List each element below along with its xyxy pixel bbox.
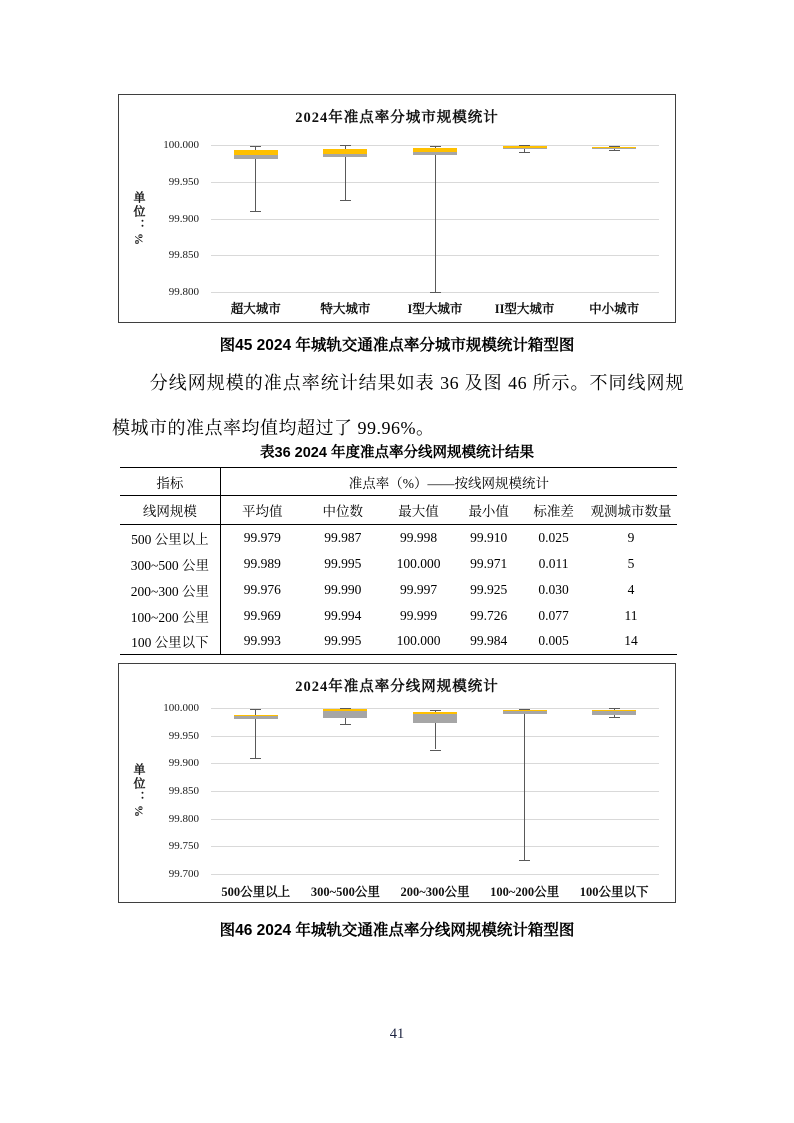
cell-value: 99.999: [399, 607, 438, 623]
cell-value: 99.997: [399, 581, 438, 597]
row-label: 500 公里以上: [120, 525, 220, 551]
cell-value: 14: [585, 629, 677, 655]
cell-value: 99.969: [243, 607, 281, 623]
y-tick-label: 99.950: [168, 729, 199, 742]
row-label: 300~500 公里: [120, 551, 220, 577]
table-row: [120, 629, 677, 655]
box-lower-quartile: [234, 716, 278, 719]
row-label: 100 公里以下: [120, 629, 220, 655]
cell-value: 99.989: [243, 555, 281, 571]
x-category-label: 100~200公里: [490, 885, 560, 899]
x-category-label: 200~300公里: [400, 885, 470, 899]
x-category-label: 特大城市: [320, 302, 371, 316]
y-tick-label: 99.850: [168, 249, 199, 262]
box-lower-quartile: [413, 152, 457, 154]
y-tick-label: 99.850: [168, 785, 199, 797]
cell-value: 99.726: [470, 607, 508, 623]
gridline: [211, 791, 659, 792]
cell-value: 99.993: [220, 629, 304, 655]
whisker-cap-top: [430, 710, 441, 711]
box-lower-quartile: [323, 711, 367, 718]
row-label: 100~200 公里: [120, 603, 220, 629]
x-category-label: I型大城市: [407, 302, 463, 316]
cell-value: 99.995: [304, 629, 382, 655]
cell-value: 0.030: [538, 581, 569, 597]
whisker-line: [524, 709, 525, 860]
box-lower-quartile: [592, 711, 636, 715]
cell-value: 99.995: [324, 555, 362, 571]
box-lower-quartile: [592, 148, 636, 150]
y-tick-label: 99.750: [168, 840, 199, 853]
y-tick-label: 99.800: [168, 286, 199, 298]
whisker-cap-bottom: [430, 750, 441, 751]
y-tick-label: 99.900: [168, 757, 199, 770]
figure46-caption: 图46 2024 年城轨交通准点率分线网规模统计箱型图: [219, 922, 575, 939]
gridline: [211, 846, 659, 847]
box-lower-quartile: [413, 714, 457, 723]
whisker-cap-bottom: [340, 724, 351, 725]
column-header: 平均值: [220, 496, 304, 525]
column-header: 标准差: [522, 496, 585, 525]
cell-value: 0.025: [538, 529, 569, 545]
y-tick-label: 99.900: [168, 212, 199, 225]
y-axis-tick-labels: [119, 139, 203, 298]
table36: [120, 467, 677, 655]
table-row: [120, 551, 677, 577]
gridline: [211, 874, 659, 875]
y-axis-title: 单位：%: [132, 763, 146, 819]
whisker-cap-bottom: [430, 292, 441, 293]
x-category-label: 500公里以上: [221, 885, 291, 899]
figure45-caption: 图45 2024 年城轨交通准点率分城市规模统计箱型图: [219, 337, 575, 354]
cell-value: 99.990: [324, 581, 362, 597]
box-lower-quartile: [323, 154, 367, 158]
column-header: 最小值: [455, 496, 522, 525]
cell-value: 5: [627, 555, 635, 571]
cell-value: 0.005: [522, 629, 585, 655]
cell-value: 99.979: [243, 529, 281, 545]
y-axis-tick-labels: [119, 702, 203, 880]
column-header: 最大值: [382, 496, 456, 525]
whisker-cap-bottom: [519, 860, 530, 861]
cell-value: 99.994: [324, 607, 362, 623]
column-header: 线网规模: [120, 496, 220, 525]
cell-value: 99.971: [470, 555, 508, 571]
chart-title: 2024年准点率分城市规模统计: [295, 110, 499, 126]
x-axis-category-labels: [211, 882, 659, 900]
x-axis-category-labels: [211, 299, 659, 317]
y-axis-title: 单位：%: [132, 190, 146, 247]
x-category-label: 超大城市: [230, 302, 281, 316]
x-category-label: 100公里以下: [579, 885, 649, 899]
whisker-cap-bottom: [519, 152, 530, 153]
table36-title: 表36 2024 年度准点率分线网规模统计结果: [260, 445, 534, 461]
cell-value: 0.077: [538, 607, 569, 623]
chart-title: 2024年准点率分线网规模统计: [295, 679, 499, 695]
cell-value: 99.976: [243, 581, 281, 597]
column-header: 中位数: [304, 496, 382, 525]
header-indicator: 指标: [120, 468, 220, 496]
y-tick-label: 99.800: [168, 812, 199, 825]
x-category-label: 中小城市: [589, 302, 640, 316]
boxplot-chart-by-city-size: [118, 94, 676, 323]
cell-value: 11: [624, 607, 638, 623]
x-category-label: II型大城市: [494, 302, 555, 316]
whisker-cap-top: [430, 146, 441, 147]
y-tick-label: 100.000: [163, 139, 199, 151]
whisker-cap-bottom: [250, 758, 261, 759]
header-punctuality-group: 准点率（%）——按线网规模统计: [220, 468, 677, 496]
whisker-cap-top: [250, 709, 261, 710]
whisker-cap-bottom: [609, 717, 620, 718]
cell-value: 100.000: [396, 555, 441, 571]
box-lower-quartile: [503, 711, 547, 713]
whisker-cap-bottom: [609, 150, 620, 151]
cell-value: 99.998: [399, 529, 438, 545]
whisker-cap-top: [250, 146, 261, 147]
y-tick-label: 99.700: [168, 868, 199, 880]
y-tick-label: 99.950: [168, 175, 199, 188]
cell-value: 9: [627, 529, 635, 545]
cell-value: 99.925: [470, 581, 508, 597]
table-row: [120, 603, 677, 629]
cell-value: 99.984: [455, 629, 522, 655]
row-label: 200~300 公里: [120, 577, 220, 603]
table-row: [120, 525, 677, 551]
whisker-cap-bottom: [340, 200, 351, 201]
plot-area: [211, 145, 659, 292]
column-header: 观测城市数量: [585, 496, 677, 525]
plot-area: [211, 708, 659, 874]
cell-value: 99.987: [324, 529, 362, 545]
whisker-line: [435, 146, 436, 292]
box-lower-quartile: [503, 148, 547, 150]
gridline: [211, 763, 659, 764]
table-header-row-1: [120, 468, 677, 496]
whisker-cap-bottom: [250, 211, 261, 212]
cell-value: 0.011: [538, 555, 569, 571]
page-number: 41: [389, 1026, 405, 1042]
table-body: [120, 525, 677, 655]
boxplot-chart-by-network-size: [118, 663, 676, 903]
body-paragraph: 分线网规模的准点率统计结果如表 36 及图 46 所示。不同线网规模城市的准点率均值均超过了 99.96%。: [112, 373, 684, 438]
box-lower-quartile: [234, 155, 278, 159]
y-tick-label: 100.000: [163, 702, 199, 714]
whisker-cap-top: [340, 145, 351, 146]
table-row: [120, 577, 677, 603]
x-category-label: 300~500公里: [310, 885, 380, 899]
cell-value: 100.000: [382, 629, 456, 655]
cell-value: 99.910: [470, 529, 508, 545]
gridline: [211, 819, 659, 820]
cell-value: 4: [627, 581, 635, 597]
table-header-row-2: [120, 496, 677, 525]
